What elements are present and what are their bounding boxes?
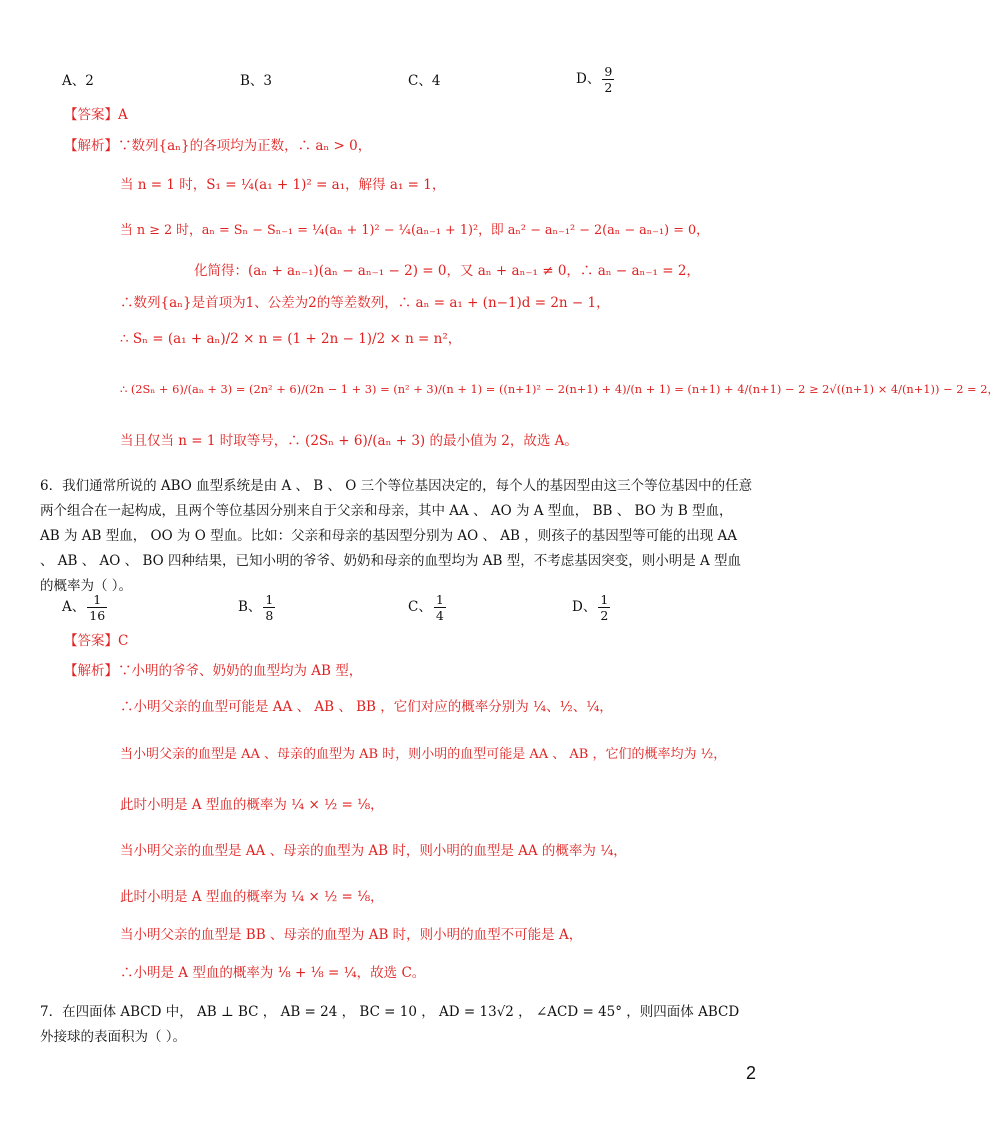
- q6-option-a-fraction: $\frac{1}{16}$: [89, 592, 106, 623]
- q5-analysis-step-6: ∴ (2Sₙ + 6)/(aₙ + 3) = (2n² + 6)/(2n − 1 + 3) = (n² + 3)/(n + 1) = ((n+1)² − 2(n+1) + 4)/(n + 1) = (n+1) + 4/(n+1) − 2 ≥ 2√((n+1) × 4/(n+1)) − 2 = 2，: [120, 382, 999, 396]
- q5-option-d-fraction: $\frac{9}{2}$: [604, 64, 613, 95]
- q5-analysis-step-2: 当 n ≥ 2 时，aₙ = Sₙ − Sₙ₋₁ = ¼(aₙ + 1)² − ¼(aₙ₋₁ + 1)²，即 aₙ² − aₙ₋₁² − 2(aₙ − aₙ₋₁) = 0，: [120, 223, 709, 238]
- q6-option-b-fraction: $\frac{1}{8}$: [265, 592, 274, 623]
- answer-value: A: [118, 107, 128, 123]
- q5-analysis-step-4: ∴数列{aₙ}是首项为1、公差为2的等差数列，∴ aₙ = a₁ + (n−1)d = 2n − 1，: [120, 295, 610, 311]
- q6-question-text: 6．我们通常所说的 ABO 血型系统是由 A 、 B 、 O 三个等位基因决定的，每个人的基因型由这三个等位基因中的任意两个组合在一起构成，且两个等位基因分别来自于父亲和母亲，其中 AA 、 AO 为 A 型血， BB 、 BO 为 B 型血， AB 为 AB 型血， OO 为 O 型血。比如：父亲和母亲的基因型分别为 AO 、 AB ，则孩子的基因型等可能的出现 AA 、 AB 、 AO 、 BO 四种结果，已知小明的爷爷、奶奶和母亲的血型均为 AB 型，不考虑基因突变，则小明是 A 型血的概率为（ ）。: [40, 478, 753, 594]
- q5-option-d-label: D、: [576, 71, 601, 87]
- q5-answer: [64, 106, 128, 124]
- q6-analysis-step-0: 【解析】∵小明的爷爷、奶奶的血型均为 AB 型，: [64, 663, 363, 679]
- q6-option-a: A、 $\frac{1}{16}$: [62, 592, 106, 623]
- analysis-tag: 【解析】: [64, 138, 118, 154]
- q6-analysis-step-1: ∴小明父亲的血型可能是 AA 、 AB 、 BB ，它们对应的概率分别为 ¼、½、¼，: [120, 699, 613, 715]
- page-number: 2: [745, 1063, 756, 1083]
- q5-analysis-step-5: ∴ Sₙ = (a₁ + aₙ)/2 × n = (1 + 2n − 1)/2 × n = n²，: [120, 331, 462, 347]
- q6-analysis-step-6: 当小明父亲的血型是 BB 、母亲的血型为 AB 时，则小明的血型不可能是 A，: [120, 927, 583, 943]
- q6-analysis-step-7: ∴小明是 A 型血的概率为 ⅛ + ⅛ = ¼，故选 C。: [120, 965, 426, 981]
- q6-analysis-step-5: 此时小明是 A 型血的概率为 ¼ × ½ = ⅛，: [120, 889, 384, 905]
- q5-option-a: A、2: [62, 73, 94, 89]
- q6-analysis-step-2: 当小明父亲的血型是 AA 、母亲的血型为 AB 时，则小明的血型可能是 AA 、 AB ，它们的概率均为 ½，: [120, 747, 727, 762]
- q5-option-b: B、3: [240, 73, 273, 89]
- q5-analysis-step-0: 【解析】∵数列{aₙ}的各项均为正数，∴ aₙ > 0，: [64, 138, 372, 154]
- q5-option-d: [576, 64, 616, 95]
- q6-analysis-step-3: 此时小明是 A 型血的概率为 ¼ × ½ = ⅛，: [120, 797, 384, 813]
- q7-question-text: 7．在四面体 ABCD 中， AB ⊥ BC ， AB = 24 ， BC = 10 ， AD = 13√2 ， ∠ACD = 45° ，则四面体 ABCD 外接球的表面积为（ ）。: [40, 1004, 740, 1045]
- q5-analysis-step-3: 化简得：(aₙ + aₙ₋₁)(aₙ − aₙ₋₁ − 2) = 0，又 aₙ + aₙ₋₁ ≠ 0，∴ aₙ − aₙ₋₁ = 2，: [194, 263, 700, 279]
- q5-analysis-step-1: 当 n = 1 时，S₁ = ¼(a₁ + 1)² = a₁，解得 a₁ = 1，: [120, 177, 446, 193]
- q6-option-b: B、 $\frac{1}{8}$: [238, 592, 274, 623]
- q6-option-d: D、 $\frac{1}{2}$: [572, 592, 609, 623]
- q6-option-c-fraction: $\frac{1}{4}$: [435, 592, 444, 623]
- q6-answer: 【答案】C: [64, 633, 129, 649]
- q5-analysis-step-7: 当且仅当 n = 1 时取等号，∴ (2Sₙ + 6)/(aₙ + 3) 的最小值为 2，故选 A。: [120, 433, 578, 449]
- q6-option-d-fraction: $\frac{1}{2}$: [600, 592, 609, 623]
- q5-option-c: C、4: [408, 73, 441, 89]
- q6-analysis-step-4: 当小明父亲的血型是 AA 、母亲的血型为 AB 时，则小明的血型是 AA 的概率为 ¼，: [120, 843, 627, 859]
- answer-tag: 【答案】: [64, 107, 118, 123]
- q6-option-c: C、 $\frac{1}{4}$: [408, 592, 444, 623]
